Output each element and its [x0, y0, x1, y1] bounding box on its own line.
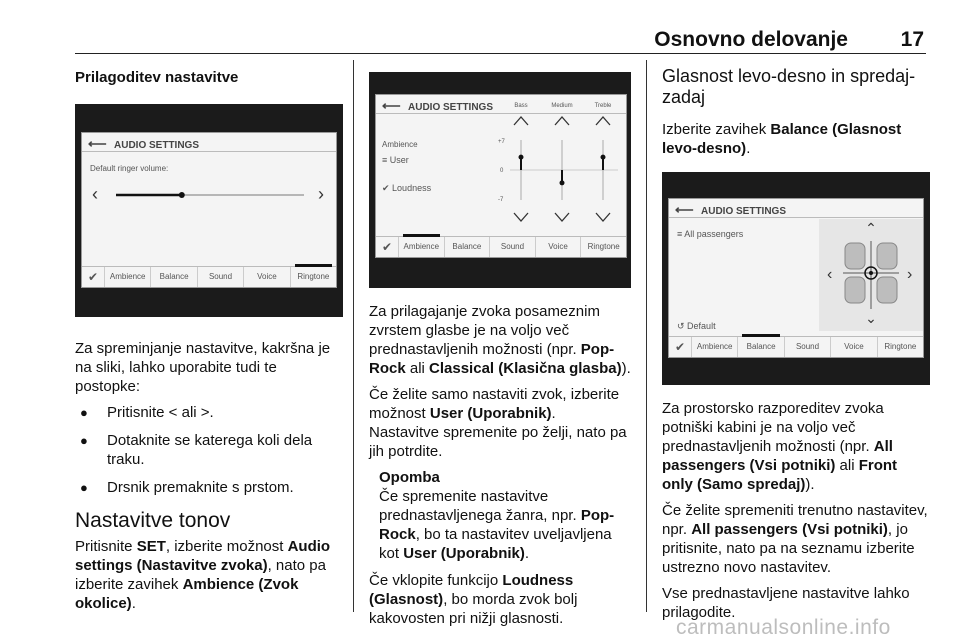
- back-arrow-icon: ⟵: [382, 98, 401, 113]
- screen-header: ⟵ AUDIO SETTINGS: [669, 199, 923, 218]
- eq-header-bass: Bass: [514, 103, 528, 109]
- paragraph: Nastavitve spremenite po želji, nato pa jih potrdite.: [369, 424, 627, 460]
- slider-knob: [179, 192, 185, 198]
- eq-level-knob: [519, 155, 524, 160]
- passengers-option: ≡ All passengers: [677, 229, 744, 239]
- paragraph: Za prostorsko razporeditev zvoka potniški kabini je na voljo več prednastavljenih možnosti (npr. All passengers (Vsi potniki) ali Front only (Samo spredaj)).: [662, 400, 898, 493]
- paragraph: Če želite spremeniti trenutno nastavitev, npr. All passengers (Vsi potniki), jo pritisnite, nato pa na seznamu izberite ustrezno novo nastavitev.: [662, 502, 928, 576]
- screen-tabs: [82, 266, 336, 287]
- default-button: ↺ Default: [677, 321, 716, 331]
- note-title: Opomba: [379, 469, 440, 486]
- screen-tabs: [376, 236, 626, 257]
- list-item: ● Pritisnite < ali >.: [75, 403, 343, 422]
- chevron-left-icon: ‹: [827, 266, 833, 283]
- screen-tab: Voice: [243, 267, 289, 287]
- chevron-up-icon: ⌃: [865, 220, 877, 236]
- note-text: Če spremenite nastavitve prednastavljenega žanra, npr. Pop-Rock, bo ta nastavitev uveljavljena kot User (Uporabnik).: [379, 488, 615, 562]
- page-header: [0, 0, 960, 54]
- screen-header: ⟵ AUDIO SETTINGS: [82, 133, 336, 152]
- eq-up-chevron-icon: [596, 117, 610, 125]
- paragraph: Če želite samo nastaviti zvok, izberite možnost User (Uporabnik).: [369, 386, 620, 422]
- screen-tab: Voice: [535, 237, 581, 257]
- screen-label: Default ringer volume:: [90, 164, 169, 173]
- user-option: ≡ User: [382, 155, 409, 165]
- paragraph: Vse prednastavljene nastavitve lahko prilagodite.: [662, 585, 910, 621]
- scale-top: +7: [498, 139, 505, 145]
- confirm-check-icon: ✔: [381, 240, 393, 254]
- screen-tab: Ambience: [398, 237, 444, 257]
- eq-down-chevron-icon: [596, 213, 610, 221]
- list-item: ● Dotaknite se katerega koli dela traku.: [75, 431, 343, 469]
- eq-header-treble: Treble: [594, 103, 612, 109]
- screen-tab: Sound: [197, 267, 243, 287]
- screen-header: ⟵ AUDIO SETTINGS: [376, 95, 626, 114]
- screen-tab: Balance: [737, 337, 783, 357]
- section-title: Nastavitve tonov: [75, 509, 231, 532]
- eq-down-chevron-icon: [555, 213, 569, 221]
- column-divider: [353, 60, 354, 612]
- ambience-label: Ambience: [382, 140, 418, 149]
- screen-tab: Balance: [150, 267, 196, 287]
- screen-tab: Balance: [444, 237, 490, 257]
- paragraph: Izberite zavihek Balance (Glasnost levo-desno).: [662, 121, 902, 157]
- column-3: [662, 60, 930, 629]
- chevron-right-icon: ›: [907, 266, 913, 283]
- chevron-right-icon: ›: [318, 184, 324, 204]
- screen-tab: Ringtone: [877, 337, 923, 357]
- screen-tab: Ambience: [104, 267, 150, 287]
- column-1: [75, 60, 343, 620]
- volume-slider: [82, 173, 336, 233]
- screen-tab: Voice: [830, 337, 876, 357]
- section-heading: Prilagoditev nastavitve: [75, 69, 239, 86]
- loudness-option: ✔ Loudness: [382, 183, 432, 193]
- back-arrow-icon: ⟵: [88, 136, 107, 151]
- screen-tab: Ringtone: [290, 267, 336, 287]
- bullet-list: [75, 403, 343, 497]
- screen-tabs: [669, 336, 923, 357]
- screen-tab: Ambience: [691, 337, 737, 357]
- section-title: Glasnost levo-desno in spredaj-zadaj: [662, 66, 916, 107]
- column-2: [369, 60, 631, 635]
- chevron-left-icon: ‹: [92, 184, 98, 204]
- paragraph: Če vklopite funkcijo Loudness (Glasnost), bo morda zvok bolj kakovosten pri nižji glasnosti.: [369, 572, 578, 627]
- note: [369, 468, 631, 563]
- balance-map: [819, 219, 923, 331]
- eq-up-chevron-icon: [514, 117, 528, 125]
- paragraph: Pritisnite SET, izberite možnost Audio settings (Nastavitve zvoka), nato pa izberite zavihek Ambience (Zvok okolice).: [75, 538, 331, 612]
- page-number: 17: [900, 28, 924, 51]
- paragraph: Za prilagajanje zvoka posameznim zvrstem glasbe je na voljo več prednastavljenih možnosti (npr. Pop-Rock ali Classical (Klasična glasba)).: [369, 303, 631, 377]
- screenshot-ringer-volume: [75, 104, 343, 317]
- eq-down-chevron-icon: [514, 213, 528, 221]
- eq-header-medium: Medium: [551, 103, 573, 109]
- header-rule: [75, 53, 926, 54]
- chevron-down-icon: ⌄: [865, 310, 877, 326]
- confirm-check-icon: ✔: [674, 340, 686, 354]
- running-title: Osnovno delovanje: [654, 28, 848, 51]
- back-arrow-icon: ⟵: [675, 202, 694, 217]
- scale-bottom: -7: [498, 197, 504, 203]
- list-item: ● Drsnik premaknite s prstom.: [75, 478, 343, 497]
- eq-level-knob: [560, 180, 565, 185]
- screenshot-balance: [662, 172, 930, 385]
- equalizer: [492, 95, 626, 235]
- eq-up-chevron-icon: [555, 117, 569, 125]
- screenshot-ambience: [369, 72, 631, 288]
- eq-level-knob: [601, 155, 606, 160]
- paragraph: Za spreminjanje nastavitve, kakršna je na sliki, lahko uporabite tudi te postopke:: [75, 340, 331, 395]
- screen-tab: Sound: [784, 337, 830, 357]
- column-divider: [646, 60, 647, 612]
- confirm-check-icon: ✔: [87, 270, 99, 284]
- screen-tab: Ringtone: [580, 237, 626, 257]
- watermark: carmanualsonline.info: [676, 616, 891, 639]
- screen-tab: Sound: [489, 237, 535, 257]
- scale-mid: 0: [500, 168, 504, 174]
